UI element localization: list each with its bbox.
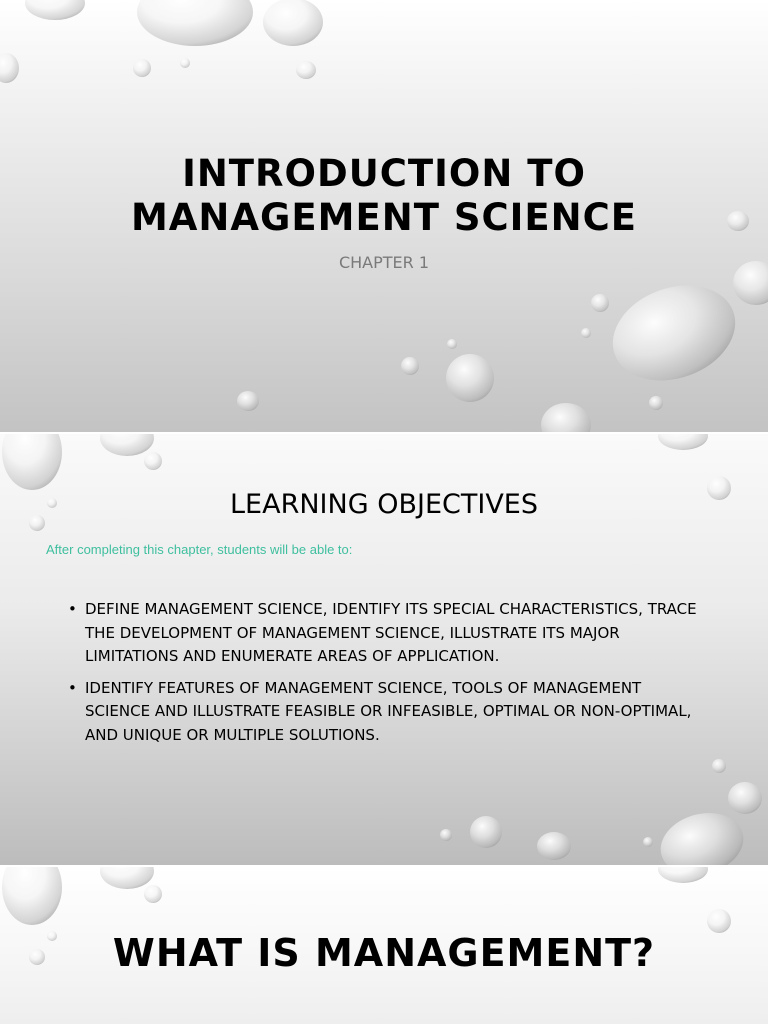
slide-heading: LEARNING OBJECTIVES [230, 489, 538, 520]
slide-title-heading [0, 152, 768, 240]
list-item [68, 598, 708, 669]
title-line-2: MANAGEMENT SCIENCE [130, 196, 638, 239]
objective-text: DEFINE MANAGEMENT SCIENCE, IDENTIFY ITS SPECIAL CHARACTERISTICS, TRACE THE DEVELOPMENT OF MANAGEMENT SCIENCE, ILLUSTRATE ITS MAJOR LIMITATIONS AND ENUMERATE AREAS OF APPLICATION. [85, 600, 697, 665]
bullet-icon: • [68, 600, 77, 618]
slide-learning-objectives [0, 434, 768, 865]
objectives-list [68, 598, 708, 755]
title-line-1: INTRODUCTION TO [182, 152, 586, 195]
list-item [68, 677, 708, 748]
slide-title [0, 0, 768, 432]
slide-subtitle: CHAPTER 1 [338, 253, 430, 272]
objective-text: IDENTIFY FEATURES OF MANAGEMENT SCIENCE, TOOLS OF MANAGEMENT SCIENCE AND ILLUSTRATE FEASIBLE OR INFEASIBLE, OPTIMAL OR NON-OPTIMAL, AND UNIQUE OR MULTIPLE SOLUTIONS. [85, 678, 692, 744]
objectives-intro: After completing this chapter, students will be able to: [46, 542, 353, 557]
slide-heading: WHAT IS MANAGEMENT? [112, 931, 656, 975]
bullet-icon: • [68, 678, 77, 697]
slide-what-is-management [0, 867, 768, 1024]
